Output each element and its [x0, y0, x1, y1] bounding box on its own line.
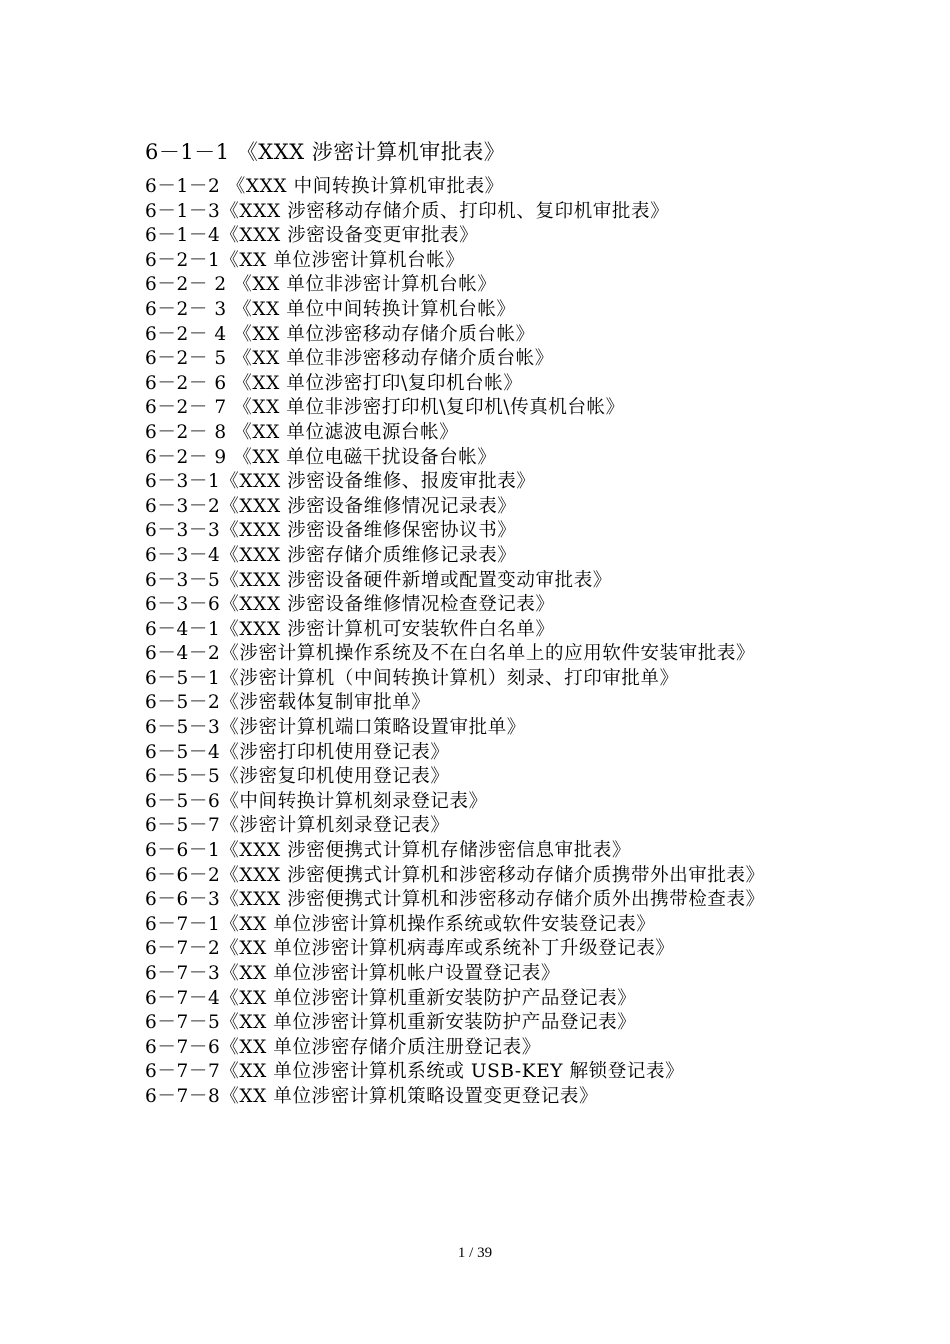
list-item: 6－2－ 6 《XX 单位涉密打印\复印机台帐》	[145, 372, 523, 394]
list-item: 6－6－3《XXX 涉密便携式计算机和涉密移动存储介质外出携带检查表》	[145, 889, 765, 911]
list-item: 6－3－2《XXX 涉密设备维修情况记录表》	[145, 495, 517, 517]
list-item: 6－5－5《涉密复印机使用登记表》	[145, 766, 450, 788]
list-item: 6－5－6《中间转换计算机刻录登记表》	[145, 790, 488, 812]
list-item: 6－1－3《XXX 涉密移动存储介质、打印机、复印机审批表》	[145, 200, 670, 222]
list-item: 6－7－8《XX 单位涉密计算机策略设置变更登记表》	[145, 1085, 599, 1107]
list-item: 6－5－4《涉密打印机使用登记表》	[145, 741, 450, 763]
form-list	[145, 175, 810, 1110]
list-item: 6－3－6《XXX 涉密设备维修情况检查登记表》	[145, 594, 555, 616]
list-item: 6－3－4《XXX 涉密存储介质维修记录表》	[145, 544, 517, 566]
list-item: 6－2－ 4 《XX 单位涉密移动存储介质台帐》	[145, 323, 535, 345]
list-item: 6－7－1《XX 单位涉密计算机操作系统或软件安装登记表》	[145, 913, 656, 935]
list-item: 6－5－3《涉密计算机端口策略设置审批单》	[145, 717, 526, 739]
list-item: 6－6－1《XXX 涉密便携式计算机存储涉密信息审批表》	[145, 840, 632, 862]
list-item: 6－5－2《涉密载体复制审批单》	[145, 692, 431, 714]
list-item: 6－2－ 9 《XX 单位电磁干扰设备台帐》	[145, 446, 497, 468]
list-item: 6－7－6《XX 单位涉密存储介质注册登记表》	[145, 1036, 541, 1058]
list-item: 6－2－ 5 《XX 单位非涉密移动存储介质台帐》	[145, 348, 554, 370]
document-heading: 6－1－1 《XXX 涉密计算机审批表》	[145, 140, 506, 164]
document-body	[145, 138, 810, 1110]
list-item: 6－6－2《XXX 涉密便携式计算机和涉密移动存储介质携带外出审批表》	[145, 864, 765, 886]
list-item: 6－7－7《XX 单位涉密计算机系统或 USB-KEY 解锁登记表》	[145, 1061, 685, 1083]
list-item: 6－3－1《XXX 涉密设备维修、报废审批表》	[145, 471, 536, 493]
list-item: 6－1－4《XXX 涉密设备变更审批表》	[145, 225, 479, 247]
list-item: 6－7－2《XX 单位涉密计算机病毒库或系统补丁升级登记表》	[145, 938, 675, 960]
list-item: 6－7－3《XX 单位涉密计算机帐户设置登记表》	[145, 963, 560, 984]
list-item: 6－3－5《XXX 涉密设备硬件新增或配置变动审批表》	[145, 569, 612, 591]
list-item: 6－2－ 7 《XX 单位非涉密打印机\复印机\传真机台帐》	[145, 397, 625, 419]
list-item: 6－2－ 8 《XX 单位滤波电源台帐》	[145, 421, 459, 443]
list-item: 6－7－5《XX 单位涉密计算机重新安装防护产品登记表》	[145, 1012, 637, 1034]
list-item: 6－1－2 《XXX 中间转换计算机审批表》	[145, 176, 504, 197]
list-item: 6－2－ 3 《XX 单位中间转换计算机台帐》	[145, 298, 516, 320]
page-number: 1 / 39	[457, 1245, 493, 1261]
list-item: 6－3－3《XXX 涉密设备维修保密协议书》	[145, 520, 517, 542]
list-item: 6－4－1《XXX 涉密计算机可安装软件白名单》	[145, 618, 555, 640]
list-item: 6－5－1《涉密计算机（中间转换计算机）刻录、打印审批单》	[145, 667, 679, 689]
list-item: 6－4－2《涉密计算机操作系统及不在白名单上的应用软件安装审批表》	[145, 643, 756, 665]
list-item: 6－5－7《涉密计算机刻录登记表》	[145, 815, 450, 837]
list-item: 6－7－4《XX 单位涉密计算机重新安装防护产品登记表》	[145, 987, 637, 1009]
list-item: 6－2－ 2 《XX 单位非涉密计算机台帐》	[145, 274, 497, 296]
list-item: 6－2－1《XX 单位涉密计算机台帐》	[145, 249, 465, 271]
